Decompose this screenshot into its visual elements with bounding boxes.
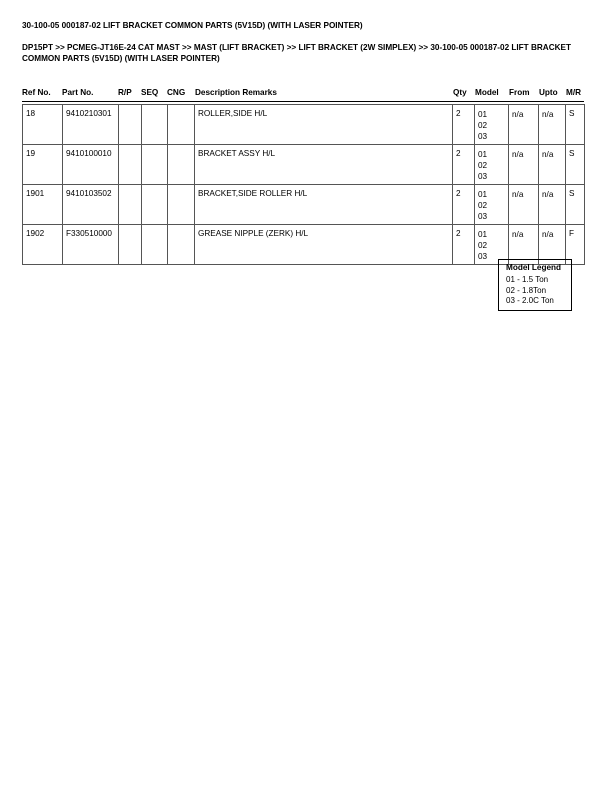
cell-cng [168,145,195,185]
cell-from: n/a [509,225,539,265]
model-legend-title: Model Legend [506,263,562,272]
header-description: Description Remarks [195,88,277,97]
header-cng: CNG [167,88,186,97]
model-legend-item: 03 - 2.0C Ton [506,296,554,305]
model-legend [498,259,572,311]
model-code: 03 [478,172,488,181]
cell-part-no: 9410100010 [63,145,119,185]
cell-rp [119,185,142,225]
cell-from: n/a [509,105,539,145]
model-code: 02 [478,121,488,130]
table-row [23,105,585,145]
cell-qty: 2 [453,105,475,145]
breadcrumb: DP15PT >> PCMEG-JT16E-24 CAT MAST >> MAST (LIFT BRACKET) >> LIFT BRACKET (2W SIMPLEX) >> 30-100-05 000187-02 LIFT BRACKET COMMON PARTS (5V15D) (WITH LASER POINTER) [22,43,571,63]
model-code: 03 [478,132,488,141]
cell-rp [119,225,142,265]
header-mr: M/R [566,88,582,97]
header-divider [22,101,584,102]
header-part-no: Part No. [62,88,94,97]
model-code: 02 [478,161,488,170]
cell-cng [168,185,195,225]
parts-table [22,104,585,265]
header-qty: Qty [453,88,467,97]
cell-qty: 2 [453,225,475,265]
cell-rp [119,105,142,145]
cell-seq [142,225,168,265]
cell-qty: 2 [453,145,475,185]
model-code: 02 [478,201,488,210]
cell-upto: n/a [539,225,566,265]
model-code: 01 [478,190,488,199]
table-row [23,145,585,185]
cell-qty: 2 [453,185,475,225]
cell-model [475,185,509,225]
cell-seq [142,145,168,185]
model-legend-item: 01 - 1.5 Ton [506,275,549,284]
cell-upto: n/a [539,145,566,185]
header-from: From [509,88,530,97]
header-model: Model [475,88,499,97]
cell-ref-no: 1902 [23,225,63,265]
cell-cng [168,225,195,265]
table-row [23,185,585,225]
cell-description: GREASE NIPPLE (ZERK) H/L [195,225,453,265]
cell-mr: S [566,105,585,145]
cell-rp [119,145,142,185]
cell-ref-no: 19 [23,145,63,185]
cell-cng [168,105,195,145]
cell-part-no: F330510000 [63,225,119,265]
model-code: 03 [478,252,488,261]
header-seq: SEQ [141,88,159,97]
cell-description: ROLLER,SIDE H/L [195,105,453,145]
model-code: 01 [478,150,488,159]
cell-seq [142,185,168,225]
header-upto: Upto [539,88,558,97]
model-code: 01 [478,230,488,239]
cell-part-no: 9410103502 [63,185,119,225]
cell-seq [142,105,168,145]
cell-mr: S [566,185,585,225]
model-code: 02 [478,241,488,250]
cell-from: n/a [509,185,539,225]
model-legend-item: 02 - 1.8Ton [506,285,547,295]
cell-ref-no: 1901 [23,185,63,225]
page-title: 30-100-05 000187-02 LIFT BRACKET COMMON PARTS (5V15D) (WITH LASER POINTER) [22,21,363,30]
cell-mr: F [566,225,585,265]
header-ref-no: Ref No. [22,88,51,97]
cell-from: n/a [509,145,539,185]
cell-part-no: 9410210301 [63,105,119,145]
model-code: 03 [478,212,488,221]
cell-mr: S [566,145,585,185]
cell-ref-no: 18 [23,105,63,145]
model-code: 01 [478,110,488,119]
cell-description: BRACKET,SIDE ROLLER H/L [195,185,453,225]
cell-model [475,105,509,145]
header-rp: R/P [118,88,132,97]
cell-upto: n/a [539,105,566,145]
cell-model [475,145,509,185]
cell-upto: n/a [539,185,566,225]
cell-description: BRACKET ASSY H/L [195,145,453,185]
